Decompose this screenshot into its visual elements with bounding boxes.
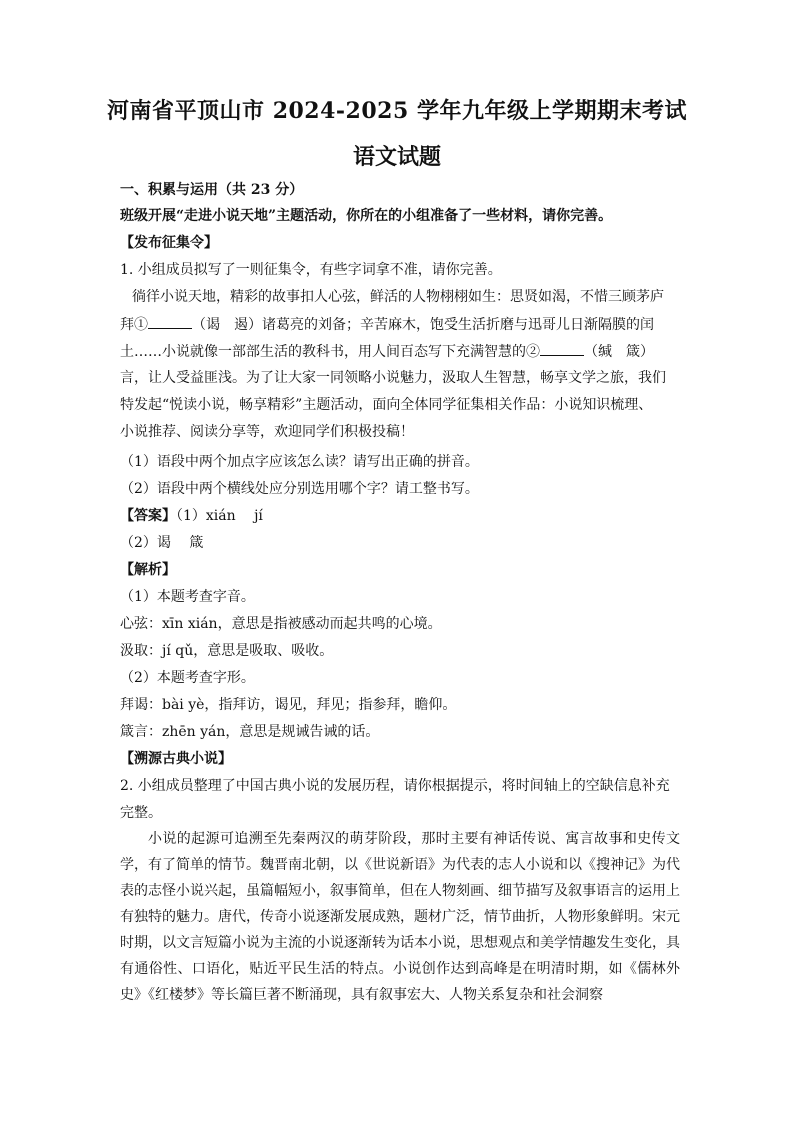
analysis-line: （1）本题考查字音。 — [120, 589, 255, 605]
page-title: 河南省平顶山市 2024-2025 学年九年级上学期期末考试 — [107, 98, 687, 124]
passage-text: （缄 箴） — [584, 344, 654, 360]
analysis-line: 汲取：jí qǔ，意思是吸取、吸收。 — [120, 643, 334, 659]
analysis-label: 【解析】 — [120, 562, 176, 578]
question-2-line-1: 2. 小组成员整理了中国古典小说的发展历程，请你根据提示，将时间轴上的空缺信息补充 — [120, 778, 670, 794]
passage-text: 拜① — [120, 317, 148, 333]
analysis-line: 拜谒：bài yè，指拜访，谒见，拜见；指参拜，瞻仰。 — [120, 697, 457, 713]
passage-line-2 — [120, 314, 680, 335]
passage-text: （谒 遏）诸葛亮的刘备；辛苦麻木，饱受生活折磨与迅哥儿日渐隔膜的闰 — [192, 317, 654, 333]
question-2-passage: 小说的起源可追溯至先秦两汉的萌芽阶段，那时主要有神话传说、寓言故事和史传文学，有了简单的情节。魏晋南北朝，以《世说新语》为代表的志人小说和以《搜神记》为代表的志怪小说兴起，虽篇幅短小，叙事简单，但在人物刻画、细节描写及叙事语言的运用上有独特的魅力。唐代，传奇小说逐渐发展成熟，题材广泛，情节曲折，人物形象鲜明。宋元时期，以文言短篇小说为主流的小说逐渐转为话本小说，思想观点和美学情趣发生变化，具有通俗性、口语化，贴近平民生活的特点。小说创作达到高峰是在明清时期，如《儒林外史》《红楼梦》等长篇巨著不断涌现，具有叙事宏大、人物关系复杂和社会洞察 — [120, 831, 680, 1003]
fill-blank-2 — [540, 341, 584, 356]
question-1-sub-1: （1）语段中两个加点字应该怎么读？请写出正确的拼音。 — [120, 454, 479, 470]
section-intro: 班级开展“走进小说天地”主题活动，你所在的小组准备了一些材料，请你完善。 — [120, 208, 613, 224]
fill-blank-1 — [148, 314, 192, 329]
question-1-sub-2: （2）语段中两个横线处应分别选用哪个字？请工整书写。 — [120, 481, 479, 497]
passage-text: 土……小说就像一部部生活的教科书，用人间百态写下充满智慧的② — [120, 344, 540, 360]
passage-line-1: 徜徉小说天地，精彩的故事扣人心弦，鲜活的人物栩栩如生：思贤如渴，不惜三顾茅庐 — [132, 289, 664, 305]
part2-title: 【溯源古典小说】 — [120, 751, 232, 767]
answer-label: 【答案】 — [120, 508, 176, 524]
passage-line-3 — [120, 341, 680, 362]
page-subtitle: 语文试题 — [352, 144, 441, 170]
question-1: 1. 小组成员拟写了一则征集令，有些字词拿不准，请你完善。 — [120, 262, 502, 278]
analysis-line: 心弦：xīn xián，意思是指被感动而起共鸣的心境。 — [120, 616, 442, 632]
analysis-line: （2）本题考查字形。 — [120, 670, 255, 686]
passage-line-4: 言，让人受益匪浅。为了让大家一同领略小说魅力，汲取人生智慧，畅享文学之旅，我们 — [120, 370, 666, 386]
answer-line-2: （2）谒 箴 — [120, 535, 204, 551]
passage-line-6: 小说推荐、阅读分享等，欢迎同学们积极投稿！ — [120, 424, 414, 440]
section-heading: 一、积累与运用（共 23 分） — [120, 182, 304, 198]
part1-title: 【发布征集令】 — [120, 235, 218, 251]
passage-line-5: 特发起“悦读小说，畅享精彩”主题活动，面向全体同学征集相关作品：小说知识梳理、 — [120, 397, 653, 413]
answer-line-1 — [120, 506, 680, 526]
question-2-line-2: 完整。 — [120, 805, 162, 821]
answer-text: （1）xián jí — [176, 508, 263, 524]
analysis-line: 箴言：zhēn yán，意思是规诫告诫的话。 — [120, 724, 380, 740]
